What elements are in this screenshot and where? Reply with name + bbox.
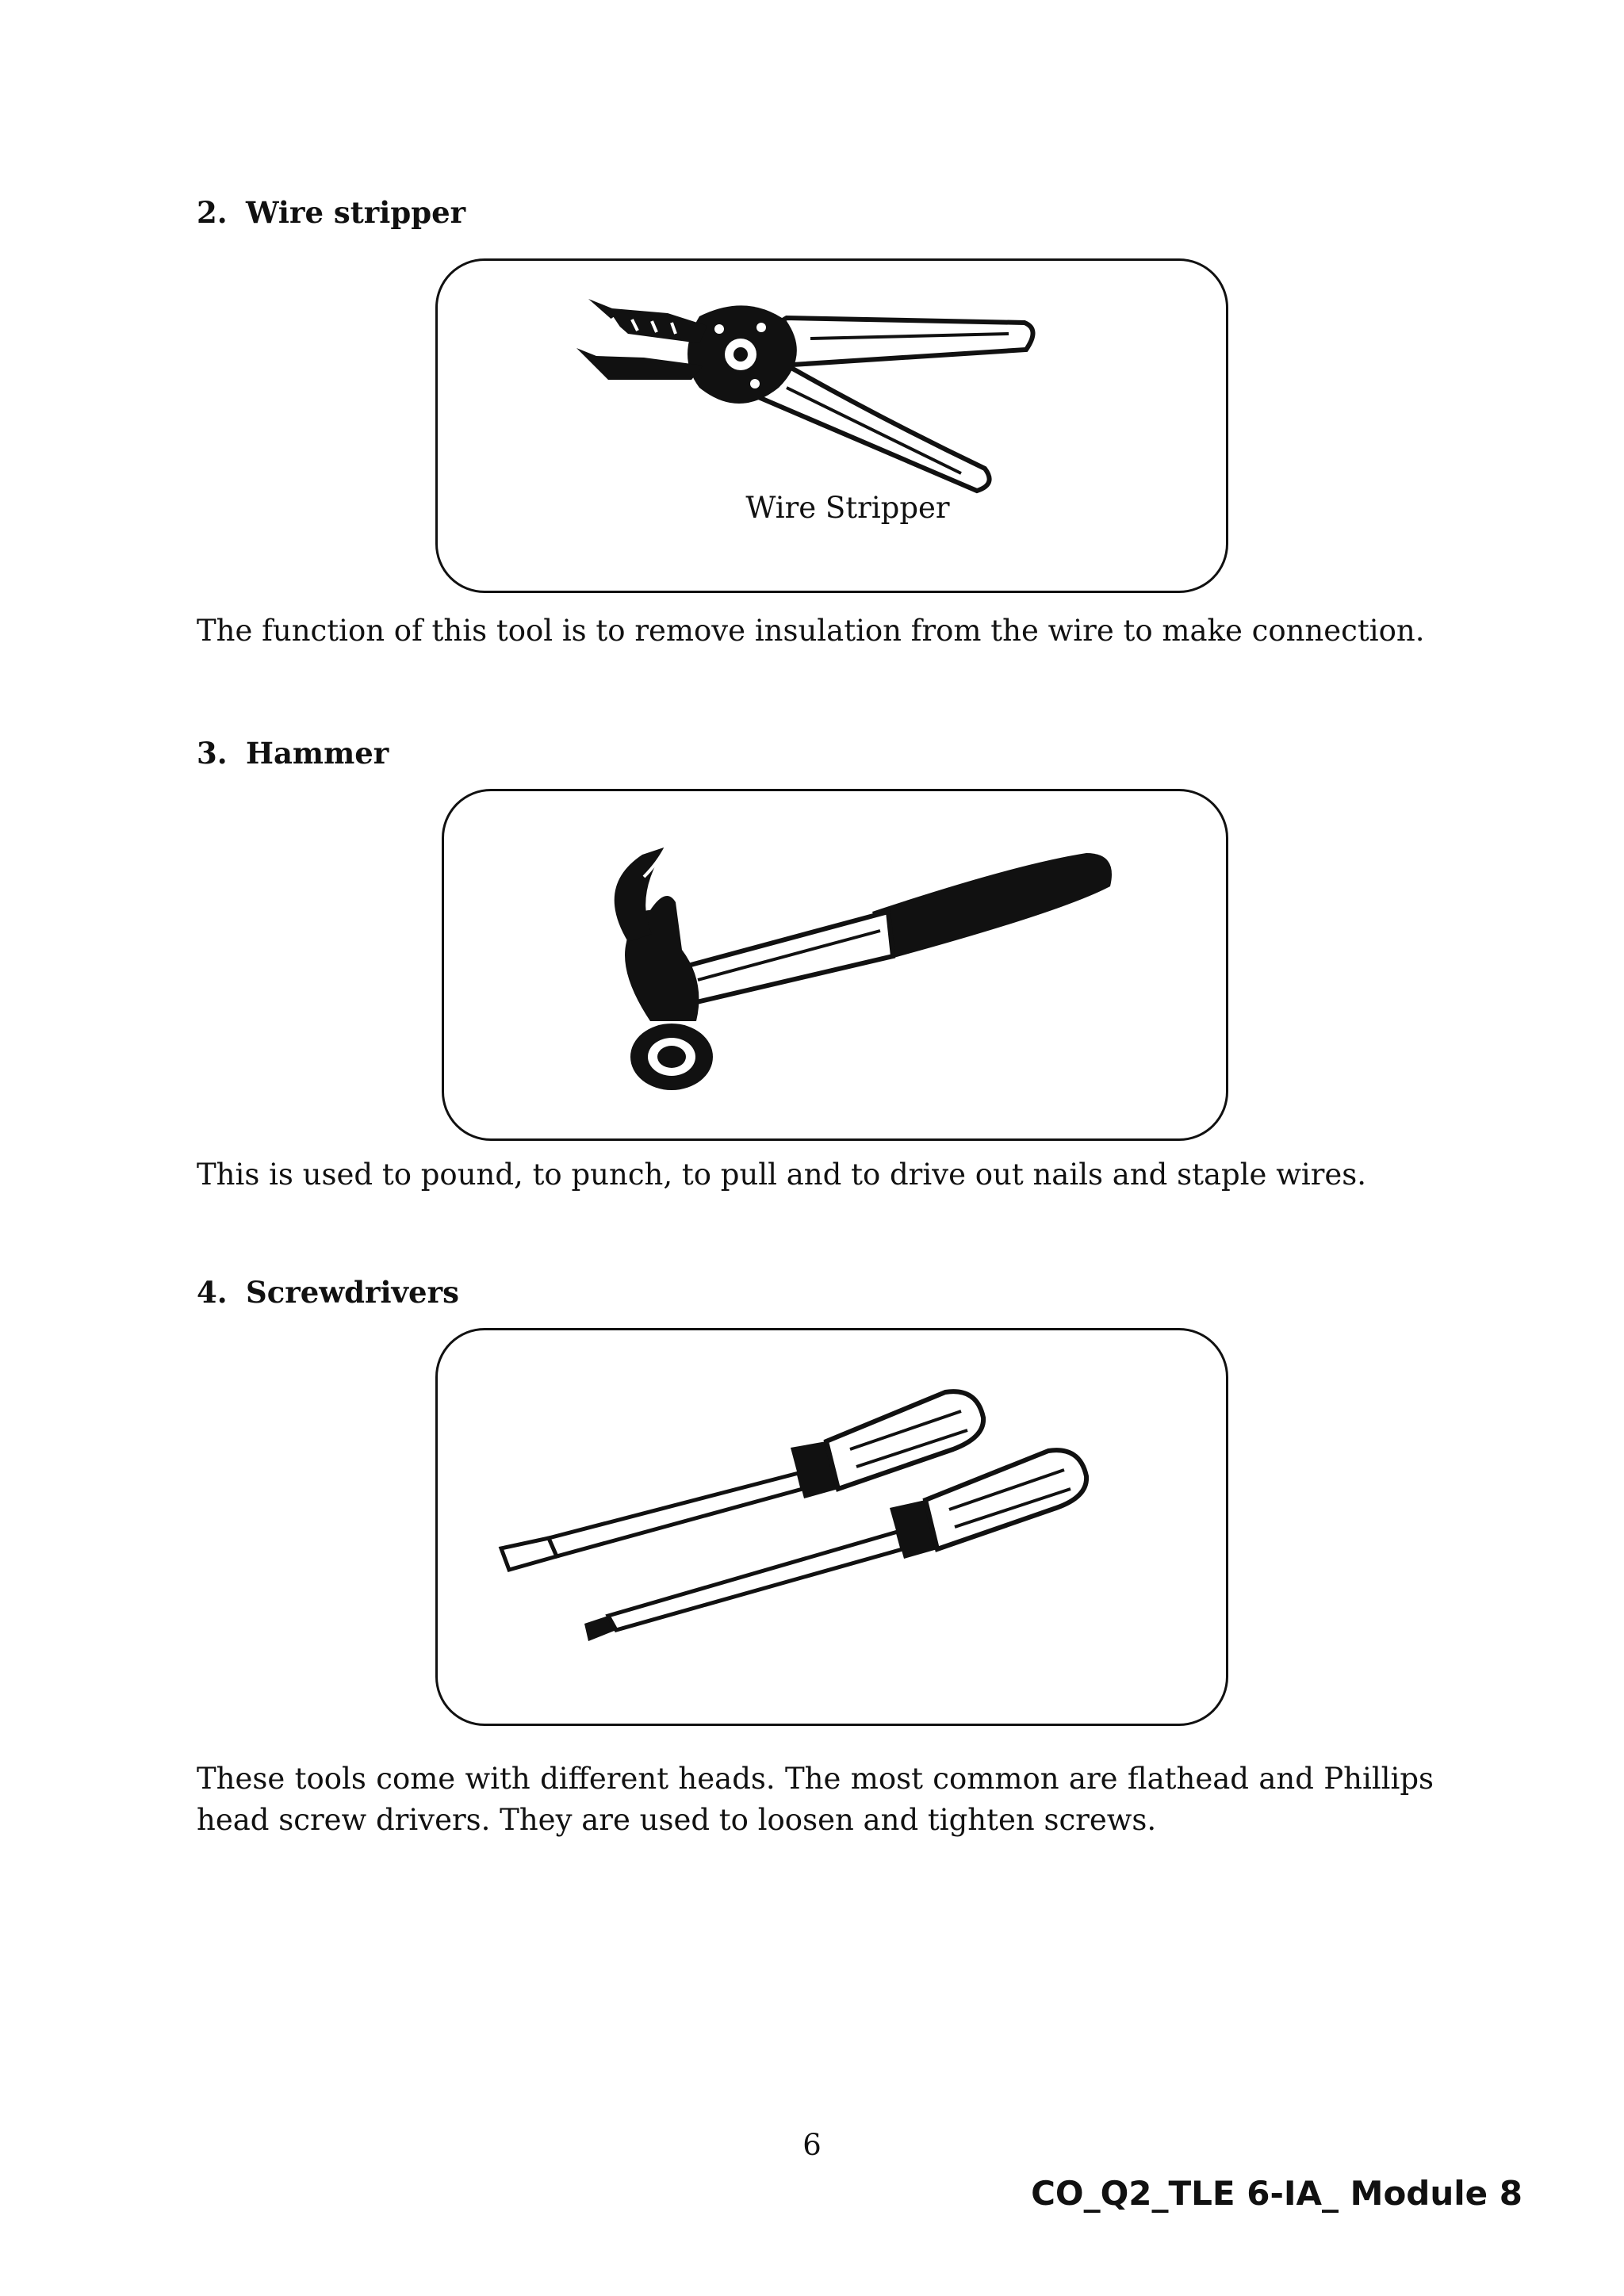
- section-number: 2.: [197, 195, 228, 230]
- figure-caption: Wire Stripper: [745, 491, 950, 525]
- section-heading-screwdrivers: [197, 1275, 459, 1310]
- figure-screwdrivers: [435, 1328, 1228, 1726]
- section-description-screwdrivers: These tools come with different heads. The most common are flathead and Phillips head screw drivers. They are used to loosen and tighten screws.: [197, 1762, 1434, 1837]
- section-heading-hammer: [197, 736, 389, 771]
- section-title: Screwdrivers: [246, 1275, 459, 1310]
- section-title: Wire stripper: [246, 195, 466, 230]
- page-number: 6: [802, 2128, 822, 2162]
- module-code: CO_Q2_TLE 6-IA_ Module 8: [1031, 2174, 1522, 2213]
- section-number: 4.: [197, 1275, 228, 1310]
- section-description-hammer: This is used to pound, to punch, to pull and to drive out nails and staple wires.: [197, 1158, 1367, 1192]
- section-description-wire-stripper: The function of this tool is to remove insulation from the wire to make connection.: [197, 614, 1425, 648]
- wire-stripper-icon: [438, 261, 1226, 591]
- section-heading-wire-stripper: [197, 195, 465, 230]
- screwdrivers-icon: [438, 1330, 1226, 1724]
- section-title: Hammer: [246, 736, 389, 771]
- figure-hammer: [442, 789, 1228, 1141]
- figure-wire-stripper: [435, 258, 1228, 593]
- claw-hammer-icon: [444, 791, 1226, 1138]
- section-number: 3.: [197, 736, 228, 771]
